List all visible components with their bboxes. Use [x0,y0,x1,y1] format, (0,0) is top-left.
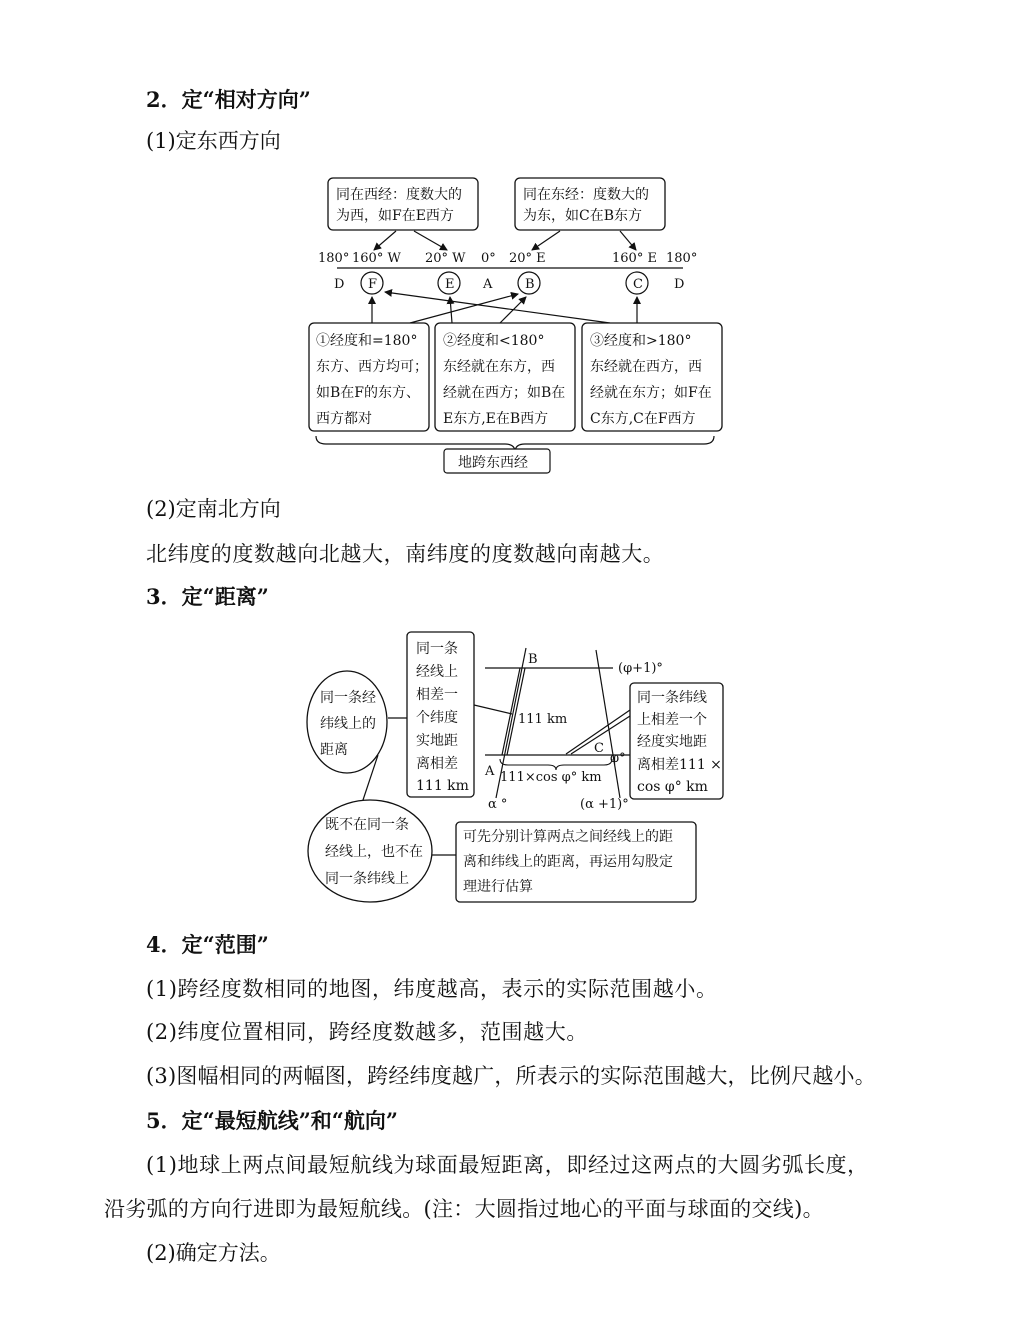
section4-item3: (3)图幅相同的两幅图，跨经纬度越广，所表示的实际范围越大，比例尺越小。 [146,1064,876,1088]
meridian-line2: 经线上 [416,664,458,680]
section4-item1: (1)跨经度数相同的地图，纬度越高，表示的实际范围越小。 [146,977,718,1001]
label-phi-plus-1: (φ+1)° [618,661,663,676]
box-west-line1: 同在西经：度数大的 [336,187,462,203]
arrow-east-to-160e [620,231,636,250]
circle1-line2: 纬线上的 [320,716,376,732]
box2-line3: 经就在西方；如B在 [443,385,566,401]
tick-180-left: 180° [318,251,350,266]
label-b: B [528,652,538,667]
box3-line2: 东经就在西方，西 [590,359,702,375]
section5-para1-line2: 沿劣弧的方向行进即为最短航线。(注：大圆指过地心的平面与球面的交线)。 [104,1197,824,1221]
tick-160w: 160° W [352,251,401,266]
box-east-line1: 同在东经：度数大的 [523,187,649,203]
label-phi: φ° [610,751,626,766]
arrow-west-to-20w [414,231,447,250]
meridian-line6: 离相差 [416,756,458,772]
label-111km: 111 km [518,712,568,727]
tick-160e: 160° E [612,251,657,266]
circle2-line3: 同一条纬线上 [325,871,409,887]
label-c: C [594,741,604,756]
section5-para2: (2)确定方法。 [146,1241,281,1265]
arrow-box3-to-f [385,292,610,323]
point-d-right: D [674,277,685,292]
meridian-line1: 同一条 [416,641,458,657]
section2-sub2: (2)定南北方向 [146,497,281,521]
box1-line2: 东方、西方均可； [316,359,428,375]
box-west-line2: 为西，如F在E西方 [336,208,454,224]
tick-20w: 20° W [425,251,466,266]
box-east-line2: 为东，如C在B东方 [523,208,642,224]
box2-line1: ②经度和<180° [443,333,545,349]
pointer-meridian [474,705,512,714]
brace-parallel [500,759,612,770]
point-d-left: D [334,277,345,292]
parallel-line2: 上相差一个 [637,712,707,728]
section2-heading: 2．定“相对方向” [146,87,311,112]
label-a: A [485,764,495,779]
tick-0: 0° [481,251,496,266]
section5-para1-line1: (1)地球上两点间最短航线为球面最短距离，即经过这两点的大圆劣弧长度， [146,1153,869,1177]
box3-line3: 经就在东方；如F在 [590,385,712,401]
box2-line4: E东方,E在B西方 [443,411,549,427]
point-e: E [445,277,455,292]
parallel-line5: cos φ° km [637,779,708,795]
label-alpha: α ° [488,797,508,812]
label-cos: 111×cos φ° km [500,770,602,785]
section4-item2: (2)纬度位置相同，跨经度数越多，范围越大。 [146,1020,588,1044]
point-f: F [368,277,378,292]
meridian-line5: 实地距 [416,733,458,749]
meridian-line4: 个纬度 [416,710,458,726]
box1-line4: 西方都对 [316,411,372,427]
point-b: B [525,277,535,292]
box2-line2: 东经就在东方，西 [443,359,555,375]
parallel-line1: 同一条纬线 [637,690,707,706]
label-alpha-plus-1: (α +1)° [580,797,629,812]
pyth-line1: 可先分别计算两点之间经线上的距 [463,829,673,845]
label-spans-ew: 地跨东西经 [458,455,528,471]
tick-20e: 20° E [509,251,546,266]
box3-line1: ③经度和>180° [590,333,692,349]
point-c: C [633,277,643,292]
section3-heading: 3．定“距离” [146,584,269,609]
box3-line4: C东方,C在F西方 [590,411,696,427]
section5-heading: 5．定“最短航线”和“航向” [146,1108,398,1133]
point-a: A [483,277,493,292]
section4-heading: 4．定“范围” [146,932,269,957]
parallel-line3: 经度实地距 [637,734,707,750]
arrow-west-to-160w [374,231,396,250]
section2-sub2-text: 北纬度的度数越向北越大，南纬度的度数越向南越大。 [146,542,665,566]
circle2-line2: 经线上，也不在 [325,844,423,860]
pyth-line2: 离和纬线上的距离，再运用勾股定 [463,854,673,870]
section2-sub1: (1)定东西方向 [146,129,281,153]
tick-180-right: 180° [666,251,698,266]
meridian-line3: 相差一 [416,687,458,703]
circle2-line1: 既不在同一条 [325,817,409,833]
box1-line1: ①经度和=180° [316,333,418,349]
meridian-line7: 111 km [416,778,469,794]
box1-line3: 如B在F的东方、 [316,385,421,401]
circle1-line3: 距离 [320,742,348,758]
pyth-line3: 理进行估算 [463,879,533,895]
parallel-line4: 离相差111 × [637,757,722,773]
circle1-line1: 同一条经 [320,690,376,706]
arrow-east-to-20e [532,231,560,250]
